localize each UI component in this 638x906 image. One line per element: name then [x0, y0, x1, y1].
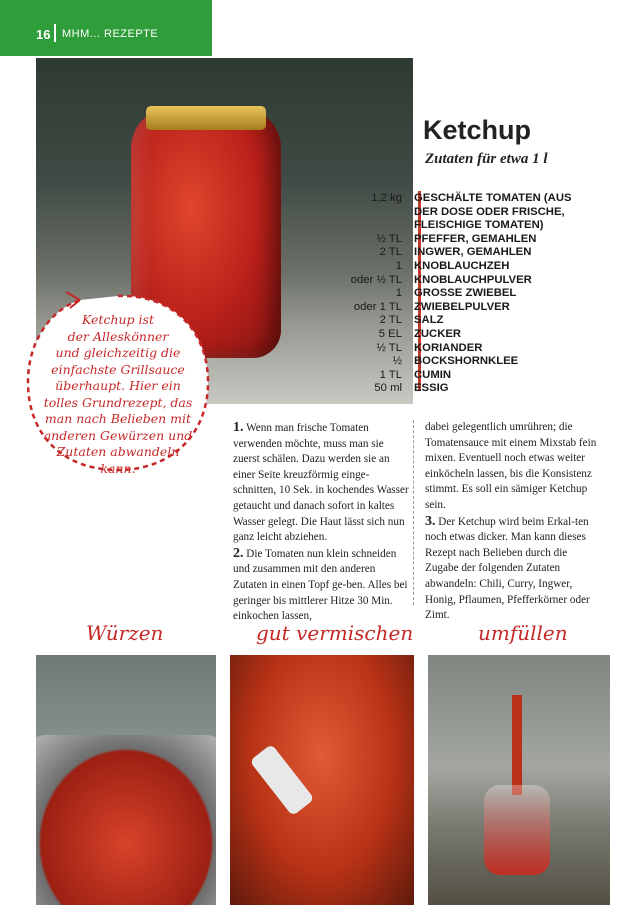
recipe-subtitle: Zutaten für etwa 1 l: [425, 151, 548, 167]
ingredient-name: ZUCKER: [414, 327, 462, 340]
sticker-line: der Alleskönner: [67, 328, 169, 344]
ingredient-row: [330, 274, 620, 288]
step-number: 2.: [233, 545, 244, 561]
ingredient-qty: [330, 219, 414, 233]
small-jar-shape: [484, 785, 550, 875]
step-number: 3.: [425, 513, 436, 529]
sticker-line: überhaupt. Hier ein: [55, 378, 181, 393]
ingredient-qty: 50 ml: [374, 382, 402, 395]
instructions-column-1: [233, 420, 411, 625]
sticker-text: [32, 312, 204, 477]
ingredient-name: CUMIN: [414, 368, 452, 381]
ingredient-row: [330, 192, 620, 206]
blender-shape: [249, 744, 314, 816]
sticker-line: und gleichzeitig die: [55, 345, 181, 360]
ingredient-name: KNOBLAUCHZEH: [414, 259, 510, 272]
ingredient-qty: 5 EL: [378, 327, 402, 340]
ingredient-qty: [330, 206, 414, 220]
ingredient-row: [330, 355, 620, 369]
ingredient-row: [330, 260, 620, 274]
section-title: MHM... REZEPTE: [62, 28, 159, 40]
ingredient-name: SALZ: [414, 314, 444, 327]
ingredient-qty: 2 TL: [379, 246, 402, 259]
sticker-line: anderen Gewürzen und: [43, 427, 193, 443]
ingredient-row: [330, 233, 620, 247]
sticker-line: man nach Belieben mit: [44, 411, 192, 426]
ingredient-row: [330, 342, 620, 356]
ketchup-stream-shape: [512, 695, 522, 795]
ingredient-name: DER DOSE ODER FRISCHE,: [414, 205, 565, 218]
column-divider: [413, 420, 415, 605]
step-text: Wenn man frische Tomaten verwenden möchte, muss man sie zuerst schälen. Dazu werden sie an einer Seite kreuzförmig einge-schnitten, 10 Sek. in kochendes Wasser getaucht und danach sofort in kaltes Wasser gelegt. Die Haut lässt sich nun ganz leicht abziehen.: [233, 422, 409, 544]
ingredient-name: ESSIG: [414, 382, 449, 395]
step-text: Der Ketchup wird beim Erkal-ten noch etwas dicker. Man kann dieses Rezept nach Belieben durch die Zugabe der folgenden Zutaten abwandeln: Chili, Curry, Ingwer, Honig, Pflaumen, Pfefferkörner oder Zimt.: [425, 515, 590, 622]
ingredient-row: [330, 382, 620, 396]
step-text: Die Tomaten nun klein schneiden und zusammen mit den anderen Zutaten in einen Topf ge-ben. Alles bei geringer bis mittlerer Hitze 30 Min. einkochen lassen,: [233, 547, 408, 623]
ingredient-row: [330, 314, 620, 328]
recipe-title: Ketchup: [423, 115, 531, 145]
step-number: 1.: [233, 420, 244, 435]
ingredient-qty: 2 TL: [379, 314, 402, 327]
jar-lid-shape: [146, 106, 266, 130]
ingredient-qty: ½ TL: [376, 232, 402, 245]
ingredient-name: GROSSE ZWIEBEL: [414, 287, 517, 300]
ingredient-row: [330, 219, 620, 233]
step-label-umfuellen: umfüllen: [478, 621, 568, 645]
ingredient-row: [330, 369, 620, 383]
sticker-line: einfachste Grillsauce: [51, 361, 185, 377]
ingredient-row: [330, 206, 620, 220]
ingredient-row: [330, 301, 620, 315]
sticker-line: Zutaten abwandeln: [56, 444, 180, 459]
step-text: dabei gelegentlich umrühren; die Tomatensauce mit einem Mixstab fein mixen. Eventuell noch etwas weiter einköcheln lassen, bis die Konsistenz stimmt. Es soll ein sämiger Ketchup sein.: [425, 421, 597, 511]
ingredient-qty: ½: [392, 355, 402, 368]
step-label-vermischen: gut vermischen: [256, 621, 414, 645]
tip-sticker: [22, 290, 214, 474]
ingredient-qty: ½ TL: [376, 341, 402, 354]
ingredient-qty: oder 1 TL: [353, 300, 402, 313]
ingredient-name: GESCHÄLTE TOMATEN (AUS: [414, 192, 572, 204]
sticker-line: tolles Grundrezept, das: [43, 394, 193, 410]
ingredient-row: [330, 287, 620, 301]
pot-shape: [36, 735, 216, 905]
page-number: 16: [36, 27, 51, 42]
ingredient-name: ZWIEBELPULVER: [414, 300, 510, 313]
ingredient-name: INGWER, GEMAHLEN: [414, 246, 532, 259]
step-label-wuerzen: Würzen: [86, 621, 164, 645]
ingredient-qty: 1,2 kg: [371, 192, 402, 204]
ingredient-name: KORIANDER: [414, 341, 483, 354]
ingredient-name: BOCKSHORNKLEE: [414, 355, 519, 368]
ingredient-qty: 1: [395, 287, 402, 300]
ingredients-list: [330, 192, 620, 396]
instructions-column-2: [425, 420, 603, 624]
header-divider: [54, 24, 56, 42]
photo-blending: [230, 655, 414, 905]
sticker-line: Ketchup ist: [82, 312, 154, 327]
ingredient-name: PFEFFER, GEMAHLEN: [414, 232, 537, 245]
section-header: [0, 0, 212, 56]
photo-filling: [428, 655, 610, 905]
ingredient-name: FLEISCHIGE TOMATEN): [414, 219, 544, 232]
ingredient-row: [330, 246, 620, 260]
photo-seasoning: [36, 655, 216, 905]
ingredient-qty: 1: [395, 259, 402, 272]
ingredient-row: [330, 328, 620, 342]
ingredient-qty: oder ½ TL: [350, 273, 402, 286]
ingredient-name: KNOBLAUCHPULVER: [414, 273, 532, 286]
ingredient-qty: 1 TL: [379, 368, 402, 381]
sticker-line: kann.: [100, 460, 136, 476]
